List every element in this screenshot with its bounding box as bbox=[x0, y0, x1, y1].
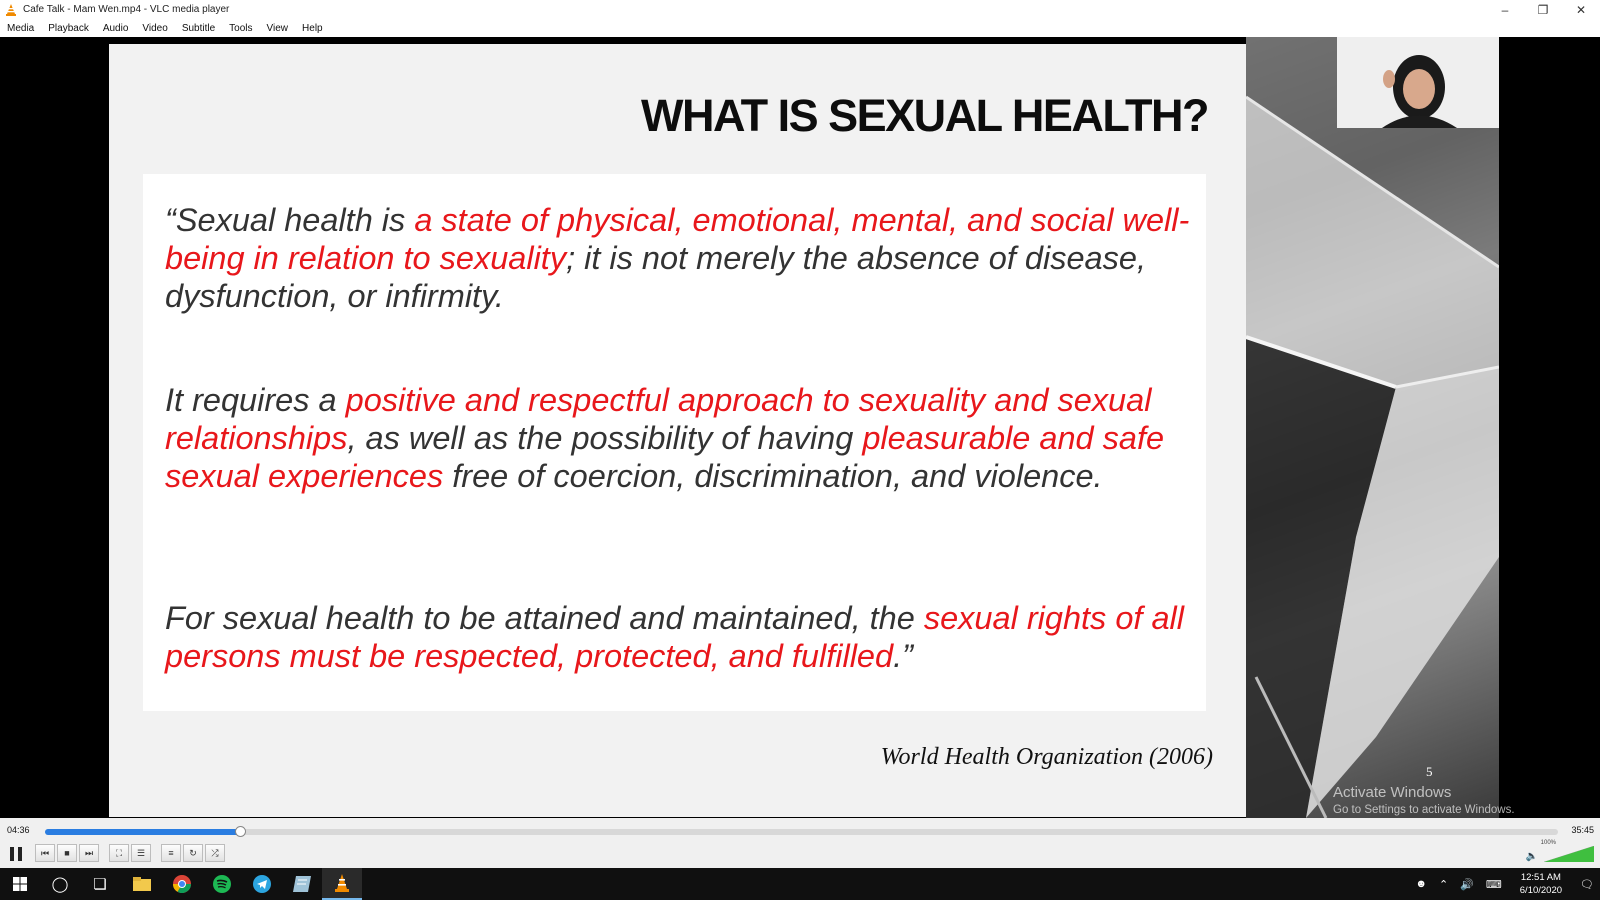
loop-button[interactable] bbox=[183, 844, 203, 862]
menu-bar bbox=[0, 19, 1600, 37]
task-view-icon: ❏ bbox=[93, 876, 107, 893]
menu-audio[interactable]: Audio bbox=[102, 22, 129, 34]
vlc-cone-icon bbox=[5, 4, 17, 16]
highlighted-text-run: sexual rights of all persons must be respected, protected, and fulfilled bbox=[165, 600, 1184, 674]
highlighted-text-run: pleasurable and safe sexual experiences bbox=[165, 420, 1165, 494]
speaker-icon[interactable]: 🔈 bbox=[1525, 851, 1538, 862]
close-icon[interactable]: ✕ bbox=[1575, 2, 1587, 17]
fullscreen-icon: ⛶ bbox=[115, 847, 123, 858]
playlist-button[interactable] bbox=[161, 844, 181, 862]
task-view-button[interactable] bbox=[80, 868, 120, 900]
slide-page-number: 5 bbox=[1426, 764, 1433, 779]
volume-slider[interactable] bbox=[1540, 840, 1594, 862]
quote-paragraph-3 bbox=[165, 599, 1205, 675]
chrome-icon bbox=[173, 875, 191, 893]
text-run: free of coercion, discrimination, and violence. bbox=[443, 458, 1103, 494]
seek-bar-fill bbox=[45, 829, 240, 835]
text-run: .” bbox=[893, 638, 913, 674]
playlist-icon: ≡ bbox=[168, 848, 174, 858]
start-button[interactable] bbox=[0, 868, 40, 900]
elapsed-time: 04:36 bbox=[7, 825, 30, 835]
menu-view[interactable]: View bbox=[266, 22, 289, 34]
volume-tray-icon[interactable]: 🔊 bbox=[1460, 878, 1474, 891]
fullscreen-button[interactable] bbox=[109, 844, 129, 862]
extended-settings-button[interactable] bbox=[131, 844, 151, 862]
spotify-button[interactable] bbox=[202, 868, 242, 900]
menu-help[interactable]: Help bbox=[302, 22, 323, 34]
spotify-icon bbox=[213, 875, 231, 893]
shuffle-icon: ⤮ bbox=[211, 847, 219, 858]
keyboard-icon[interactable]: ⌨ bbox=[1485, 878, 1502, 891]
shuffle-button[interactable] bbox=[205, 844, 225, 862]
menu-media[interactable]: Media bbox=[7, 22, 35, 34]
quote-paragraph-1 bbox=[165, 201, 1205, 315]
menu-video[interactable]: Video bbox=[142, 22, 168, 34]
previous-button[interactable] bbox=[35, 844, 55, 862]
highlighted-text-run: a state of physical, emotional, mental, and social well-being in relation to sexuality bbox=[165, 202, 1190, 276]
text-run: “Sexual health is bbox=[165, 202, 415, 238]
highlighted-text-run: positive and respectful approach to sexuality and sexual relationships bbox=[165, 382, 1152, 456]
clock-time: 12:51 AM bbox=[1520, 872, 1561, 883]
show-hidden-icons-chevron-icon[interactable]: ⌃ bbox=[1438, 878, 1449, 891]
seek-bar[interactable] bbox=[45, 829, 1558, 835]
quote-paragraph-2 bbox=[165, 381, 1205, 495]
player-controls bbox=[0, 818, 1600, 868]
window-title: Cafe Talk - Mam Wen.mp4 - VLC media player bbox=[23, 4, 230, 15]
telegram-button[interactable] bbox=[242, 868, 282, 900]
activation-watermark-title: Activate Windows bbox=[1333, 784, 1452, 801]
pause-icon bbox=[9, 846, 23, 862]
presentation-slide bbox=[109, 44, 1246, 817]
notes-app-button[interactable] bbox=[282, 868, 322, 900]
total-time: 35:45 bbox=[1571, 825, 1594, 835]
menu-subtitle[interactable]: Subtitle bbox=[181, 22, 216, 34]
stop-icon: ■ bbox=[64, 848, 70, 858]
windows-taskbar bbox=[0, 868, 1600, 900]
activation-watermark-subtitle: Go to Settings to activate Windows. bbox=[1333, 804, 1515, 816]
previous-icon: ⏮ bbox=[40, 847, 50, 858]
volume-percent: 100% bbox=[1540, 840, 1556, 846]
vlc-icon bbox=[334, 874, 350, 892]
text-run: It requires a bbox=[165, 382, 346, 418]
slide-title: WHAT IS SEXUAL HEALTH? bbox=[641, 90, 1208, 141]
vlc-taskbar-button[interactable] bbox=[322, 868, 362, 900]
windows-logo-icon bbox=[13, 877, 27, 891]
next-icon: ⏭ bbox=[84, 847, 94, 858]
people-icon[interactable]: ☻ bbox=[1415, 878, 1427, 890]
video-area[interactable] bbox=[0, 37, 1600, 818]
concrete-star-photo bbox=[1246, 37, 1499, 818]
next-button[interactable] bbox=[79, 844, 99, 862]
citation: World Health Organization (2006) bbox=[880, 744, 1213, 770]
search-button[interactable] bbox=[40, 868, 80, 900]
equalizer-icon: ☰ bbox=[136, 847, 146, 858]
loop-icon: ↻ bbox=[189, 847, 197, 858]
menu-tools[interactable]: Tools bbox=[229, 22, 253, 34]
file-explorer-button[interactable] bbox=[122, 868, 162, 900]
telegram-icon bbox=[253, 875, 271, 893]
quote-box bbox=[143, 174, 1206, 711]
seek-handle[interactable] bbox=[235, 826, 246, 837]
restore-icon[interactable]: ❐ bbox=[1537, 2, 1549, 17]
minimize-icon[interactable]: – bbox=[1501, 2, 1509, 17]
text-run: ; it is not merely the absence of disease, dysfunction, or infirmity. bbox=[165, 240, 1146, 314]
cortana-circle-icon: ◯ bbox=[51, 876, 69, 893]
system-tray bbox=[1409, 868, 1600, 900]
stop-button[interactable] bbox=[57, 844, 77, 862]
pause-button[interactable] bbox=[5, 844, 27, 864]
text-run: , as well as the possibility of having bbox=[347, 420, 863, 456]
volume-control[interactable] bbox=[1525, 840, 1594, 862]
clock[interactable] bbox=[1520, 871, 1562, 897]
clock-date: 6/10/2020 bbox=[1519, 885, 1563, 896]
folder-icon bbox=[133, 877, 151, 891]
menu-playback[interactable]: Playback bbox=[48, 22, 89, 34]
notifications-icon[interactable]: 🗨 bbox=[1580, 878, 1594, 891]
title-bar bbox=[0, 0, 1600, 19]
notes-icon bbox=[293, 876, 311, 892]
text-run: For sexual health to be attained and maintained, the bbox=[165, 600, 924, 636]
chrome-button[interactable] bbox=[162, 868, 202, 900]
webcam-feed bbox=[1337, 37, 1499, 128]
